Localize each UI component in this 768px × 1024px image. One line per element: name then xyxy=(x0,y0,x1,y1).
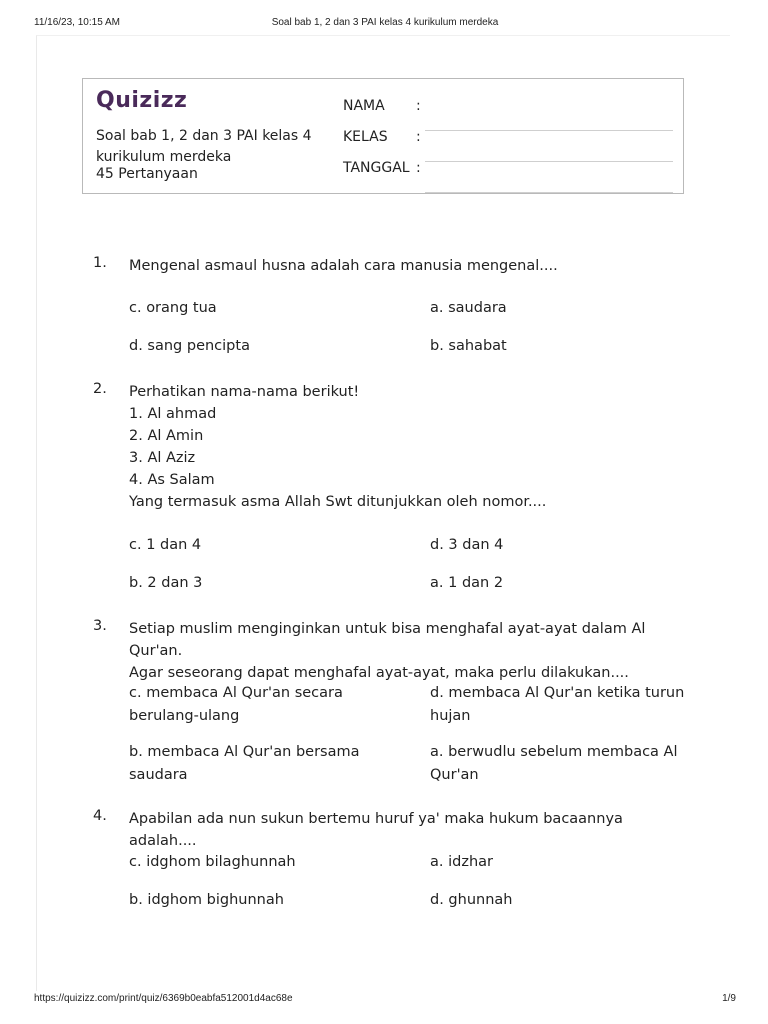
question-number: 1. xyxy=(93,255,107,271)
quizizz-logo: Quizizz xyxy=(96,88,188,113)
field-tanggal-line[interactable] xyxy=(425,171,673,193)
option: a. berwudlu sebelum membaca Al Qur'an xyxy=(430,744,678,783)
print-url-link[interactable]: https://quizizz.com/print/quiz/6369b0eabfa512001d4ac68e xyxy=(34,993,293,1004)
question-text: Apabilan ada nun sukun bertemu huruf ya' maka hukum bacaannya adalah.... xyxy=(129,811,623,849)
option: b. idghom bighunnah xyxy=(129,892,284,908)
option: a. saudara xyxy=(430,300,507,316)
field-label: NAMA xyxy=(343,98,385,114)
option: c. idghom bilaghunnah xyxy=(129,854,296,870)
print-date: 11/16/23, 10:15 AM xyxy=(34,17,120,28)
quiz-title: Soal bab 1, 2 dan 3 PAI kelas 4 kurikulum merdeka xyxy=(96,128,312,165)
option: d. sang pencipta xyxy=(129,338,250,354)
question-count: 45 Pertanyaan xyxy=(96,166,198,182)
page-number: 1/9 xyxy=(722,993,736,1004)
option: a. idzhar xyxy=(430,854,493,870)
question-text: Setiap muslim menginginkan untuk bisa menghafal ayat-ayat dalam Al Qur'an. Agar seseorang dapat menghafal ayat-ayat, maka perlu dilakukan.... xyxy=(129,621,646,681)
print-title: Soal bab 1, 2 dan 3 PAI kelas 4 kurikulum merdeka xyxy=(271,17,499,28)
option: c. 1 dan 4 xyxy=(129,537,202,553)
question-text: Mengenal asmaul husna adalah cara manusia mengenal.... xyxy=(129,258,558,274)
print-header xyxy=(34,13,736,29)
print-footer xyxy=(34,993,736,1007)
field-label: TANGGAL xyxy=(343,160,410,176)
option: c. membaca Al Qur'an secara berulang-ulang xyxy=(129,685,343,724)
question-number: 4. xyxy=(93,808,107,824)
field-colon: : xyxy=(416,98,421,114)
option: b. 2 dan 3 xyxy=(129,575,203,591)
option: a. 1 dan 2 xyxy=(430,575,504,591)
option: d. membaca Al Qur'an ketika turun hujan xyxy=(430,685,685,724)
question-text: Perhatikan nama-nama berikut! 1. Al ahmad 2. Al Amin 3. Al Aziz 4. As Salam Yang termasuk asma Allah Swt ditunjukkan oleh nomor.... xyxy=(129,384,547,510)
option: c. orang tua xyxy=(129,300,217,316)
field-kelas xyxy=(343,126,673,150)
question-number: 3. xyxy=(93,618,107,634)
option: b. membaca Al Qur'an bersama saudara xyxy=(129,744,360,783)
option: d. ghunnah xyxy=(430,892,513,908)
quiz-header-box xyxy=(82,78,684,194)
field-colon: : xyxy=(416,160,421,176)
field-tanggal xyxy=(343,157,673,181)
field-label: KELAS xyxy=(343,129,388,145)
field-nama xyxy=(343,95,673,119)
option: d. 3 dan 4 xyxy=(430,537,504,553)
option: b. sahabat xyxy=(430,338,507,354)
question-number: 2. xyxy=(93,381,107,397)
field-colon: : xyxy=(416,129,421,145)
